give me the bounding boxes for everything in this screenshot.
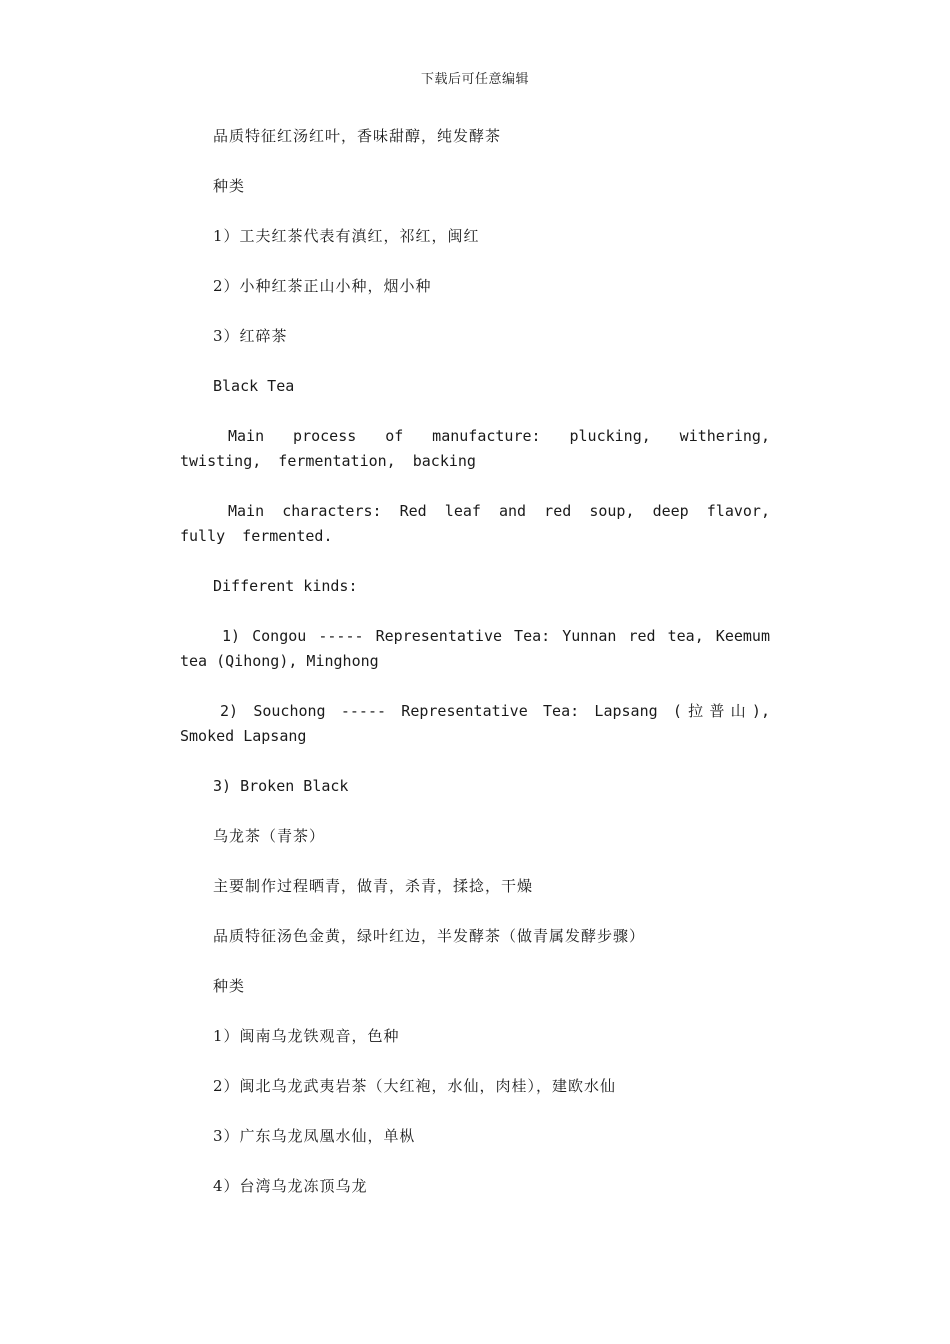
paragraph-broken-black: 3) Broken Black [213,777,349,795]
paragraph-oolong-kind-4: 4）台湾乌龙冻顶乌龙 [213,1177,368,1195]
document-body [180,124,770,1224]
paragraph-oolong-kind-2: 2）闽北乌龙武夷岩茶（大红袍，水仙，肉桂），建欧水仙 [213,1077,617,1095]
paragraph-oolong-kind-3: 3）广东乌龙凤凰水仙，单枞 [213,1127,416,1145]
page-header: 下载后可任意编辑 [420,72,529,87]
paragraph-black-tea-title: Black Tea [213,377,295,395]
paragraph-kinds-heading: 种类 [213,177,246,195]
paragraph-oolong-process: 主要制作过程晒青，做青，杀青，揉捻，干燥 [213,877,534,895]
paragraph-black-tea-characteristics: 品质特征红汤红叶，香味甜醇，纯发酵茶 [213,127,502,145]
paragraph-kind-1: 1）工夫红茶代表有滇红，祁红，闽红 [213,227,480,245]
paragraph-oolong-kind-1: 1）闽南乌龙铁观音，色种 [213,1027,400,1045]
paragraph-souchong: 2) Souchong ----- Representative Tea: Lapsang (拉普山), Smoked Lapsang [180,702,770,745]
paragraph-main-characters: Main characters: Red leaf and red soup, deep flavor, fully fermented. [180,502,770,545]
paragraph-kind-2: 2）小种红茶正山小种，烟小种 [213,277,432,295]
paragraph-oolong-characteristics: 品质特征汤色金黄，绿叶红边，半发酵茶（做青属发酵步骤） [213,927,646,945]
paragraph-oolong-title: 乌龙茶（青茶） [213,827,326,845]
paragraph-congou: 1) Congou ----- Representative Tea: Yunnan red tea, Keemum tea (Qihong), Minghong [180,627,770,670]
paragraph-oolong-kinds-heading: 种类 [213,977,246,995]
paragraph-different-kinds: Different kinds: [213,577,358,595]
paragraph-main-process: Main process of manufacture: plucking, withering, twisting, fermentation, backing [180,427,770,470]
paragraph-kind-3: 3）红碎茶 [213,327,288,345]
